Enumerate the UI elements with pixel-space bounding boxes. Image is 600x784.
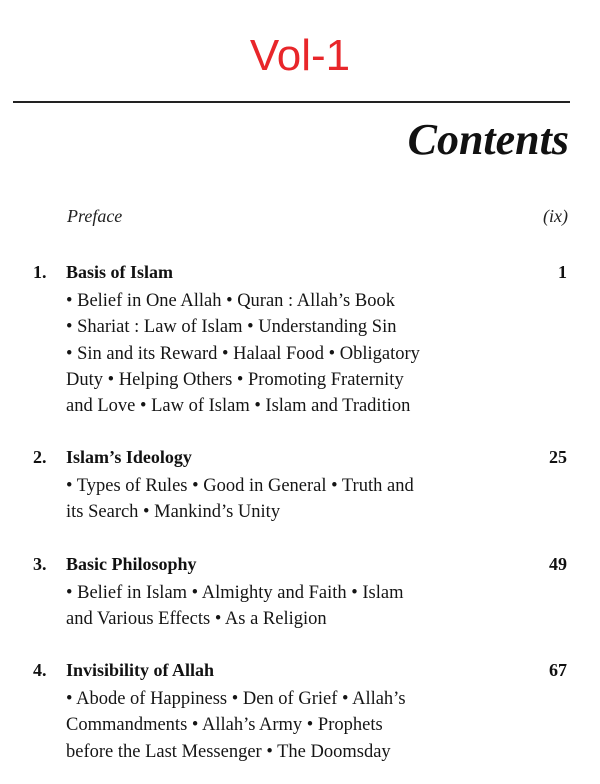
volume-label: Vol-1 <box>249 31 351 80</box>
chapter-page: 67 <box>549 660 567 680</box>
chapter-page: 49 <box>549 554 567 574</box>
chapter-page: 25 <box>549 447 567 467</box>
chapter-number: 2. <box>33 447 47 467</box>
chapter-title: Basic Philosophy <box>66 554 197 574</box>
topic-line: • Belief in One Allah • Quran : Allah’s Book <box>66 291 395 311</box>
chapter-title: Islam’s Ideology <box>66 447 192 467</box>
topic-line: • Types of Rules • Good in General • Truth and <box>66 476 414 496</box>
chapter-title: Basis of Islam <box>66 262 174 282</box>
divider <box>13 101 570 103</box>
chapter-topics <box>66 473 486 526</box>
topic-line: Duty • Helping Others • Promoting Fraternity <box>66 369 404 390</box>
topic-line: • Shariat : Law of Islam • Understanding Sin <box>66 317 397 338</box>
page-title: Contents <box>407 115 569 164</box>
topic-line: and Various Effects • As a Religion <box>66 609 327 630</box>
chapter-page: 1 <box>558 262 567 282</box>
topic-line: • Sin and its Reward • Halaal Food • Obligatory <box>66 343 420 364</box>
preface-page: (ix) <box>543 206 568 226</box>
chapter-topics <box>66 288 486 419</box>
chapter-topics <box>66 580 486 633</box>
topic-line: • Abode of Happiness • Den of Grief • Allah’s <box>66 689 406 709</box>
topic-line: its Search • Mankind’s Unity <box>66 502 281 523</box>
chapter-number: 3. <box>33 554 47 574</box>
chapter-number: 4. <box>33 660 47 680</box>
preface-label: Preface <box>67 206 123 226</box>
topic-line: • Belief in Islam • Almighty and Faith • Islam <box>66 583 404 603</box>
chapter-topics <box>66 686 486 765</box>
topic-line: before the Last Messenger • The Doomsday <box>66 741 391 762</box>
chapter-title: Invisibility of Allah <box>66 660 215 680</box>
topic-line: and Love • Law of Islam • Islam and Tradition <box>66 396 411 417</box>
chapter-number: 1. <box>33 262 47 282</box>
topic-line: Commandments • Allah’s Army • Prophets <box>66 715 383 736</box>
